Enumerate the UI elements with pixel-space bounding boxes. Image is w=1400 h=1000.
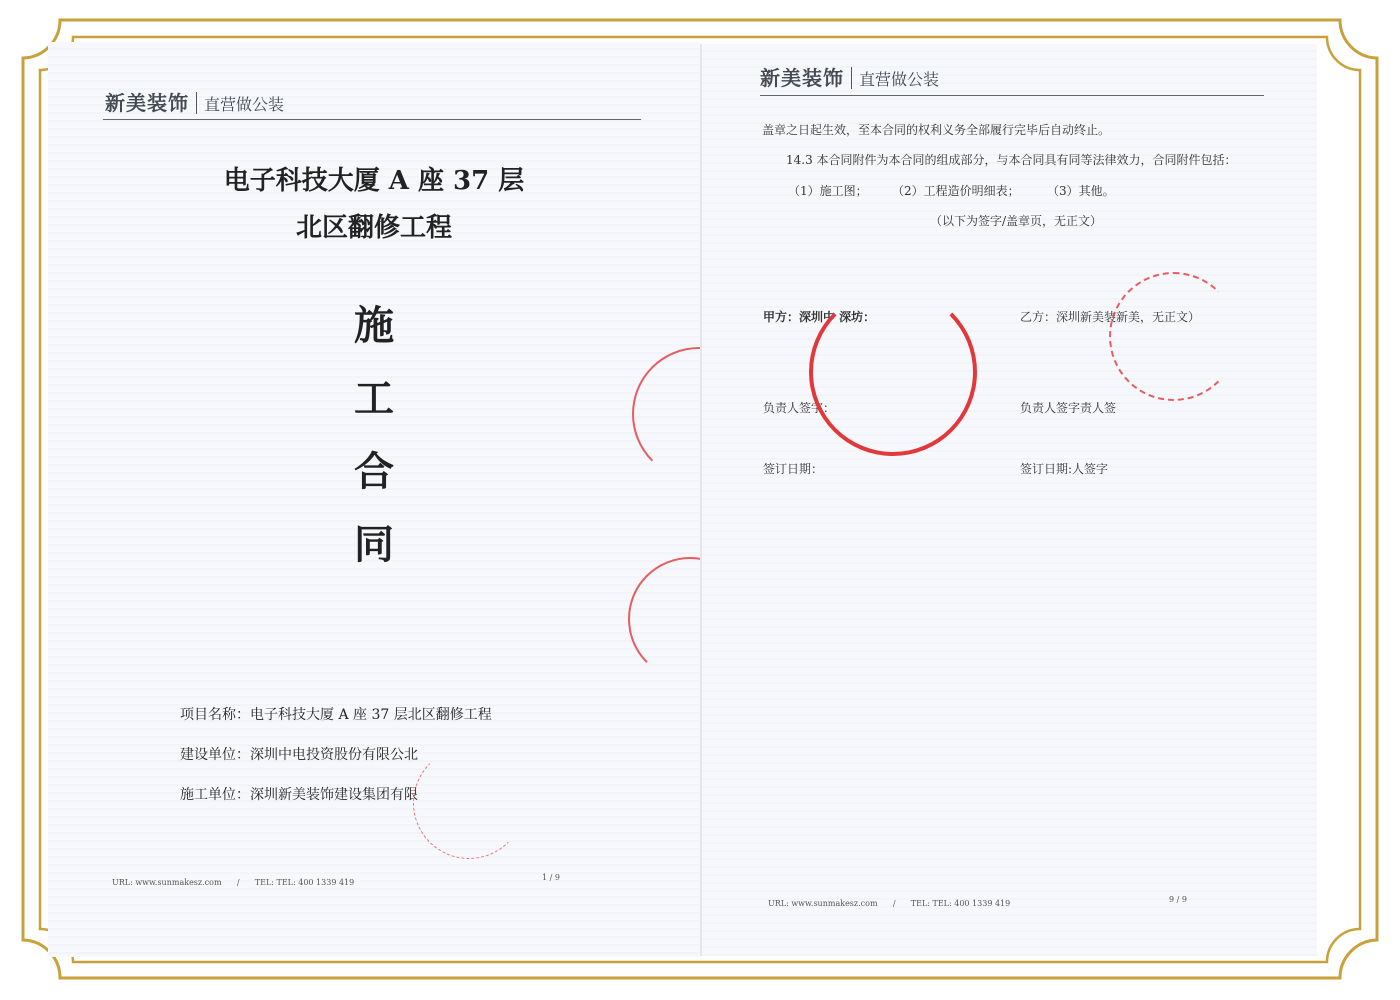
signature-note: （以下为签字/盖章页，无正文） xyxy=(930,214,1103,228)
contract-cover-page xyxy=(48,42,700,957)
attachment-item: （1）施工图； xyxy=(788,184,868,198)
brand-header xyxy=(105,87,284,116)
doc-title-char: 合 xyxy=(354,448,394,495)
clause-14-3: 14.3 本合同附件为本合同的组成部分，与本合同具有同等法律效力，合同附件包括： xyxy=(786,153,1237,167)
header-rule xyxy=(760,95,1264,96)
attachment-item: （2）工程造价明细表； xyxy=(892,184,1020,198)
party-b-date: 签订日期:人签字 xyxy=(1020,462,1109,476)
info-contractor: 施工单位：深圳新美装饰建设集团有限 xyxy=(180,787,418,803)
party-a-signature: 负责人签字： xyxy=(763,401,836,415)
doc-title-char: 工 xyxy=(354,375,394,422)
brand-name: 新美装饰 xyxy=(760,66,844,90)
page-number: 1 / 9 xyxy=(542,873,560,882)
brand-tagline: 直营做公装 xyxy=(859,70,940,89)
brand-header xyxy=(760,62,939,91)
page-number: 9 / 9 xyxy=(1169,895,1187,904)
party-a-seal-stamp xyxy=(809,288,977,456)
party-b-seal-stamp xyxy=(1109,272,1238,401)
seal-stamp-partial xyxy=(413,747,525,859)
party-b-signature: 负责人签字责人签 xyxy=(1020,401,1117,415)
party-a-name: 甲方：深圳中 深坊： xyxy=(763,310,876,324)
contract-signature-page xyxy=(700,44,1317,956)
footer-contact: URL: www.sunmakesz.com / TEL: TEL: 400 1339 419 xyxy=(768,899,1011,908)
party-a-date: 签订日期： xyxy=(763,462,824,476)
clause-text: 盖章之日起生效，至本合同的权利义务全部履行完毕后自动终止。 xyxy=(762,123,1111,137)
header-rule xyxy=(103,119,641,120)
footer-contact: URL: www.sunmakesz.com / TEL: TEL: 400 1339 419 xyxy=(112,878,355,887)
project-title-line1: 电子科技大厦 A 座 37 层 xyxy=(223,166,525,196)
project-title-line2: 北区翻修工程 xyxy=(295,213,452,243)
doc-title-char: 施 xyxy=(354,302,394,349)
info-project-name: 项目名称：电子科技大厦 A 座 37 层北区翻修工程 xyxy=(180,707,492,723)
brand-name: 新美装饰 xyxy=(105,91,189,115)
party-b-name: 乙方：深圳新美装新美，无正文） xyxy=(1020,310,1201,324)
brand-tagline: 直营做公装 xyxy=(204,95,285,114)
attachment-item: （3）其他。 xyxy=(1047,184,1115,198)
info-client: 建设单位：深圳中电投资股份有限公北 xyxy=(180,747,418,763)
doc-title-char: 同 xyxy=(354,521,394,568)
